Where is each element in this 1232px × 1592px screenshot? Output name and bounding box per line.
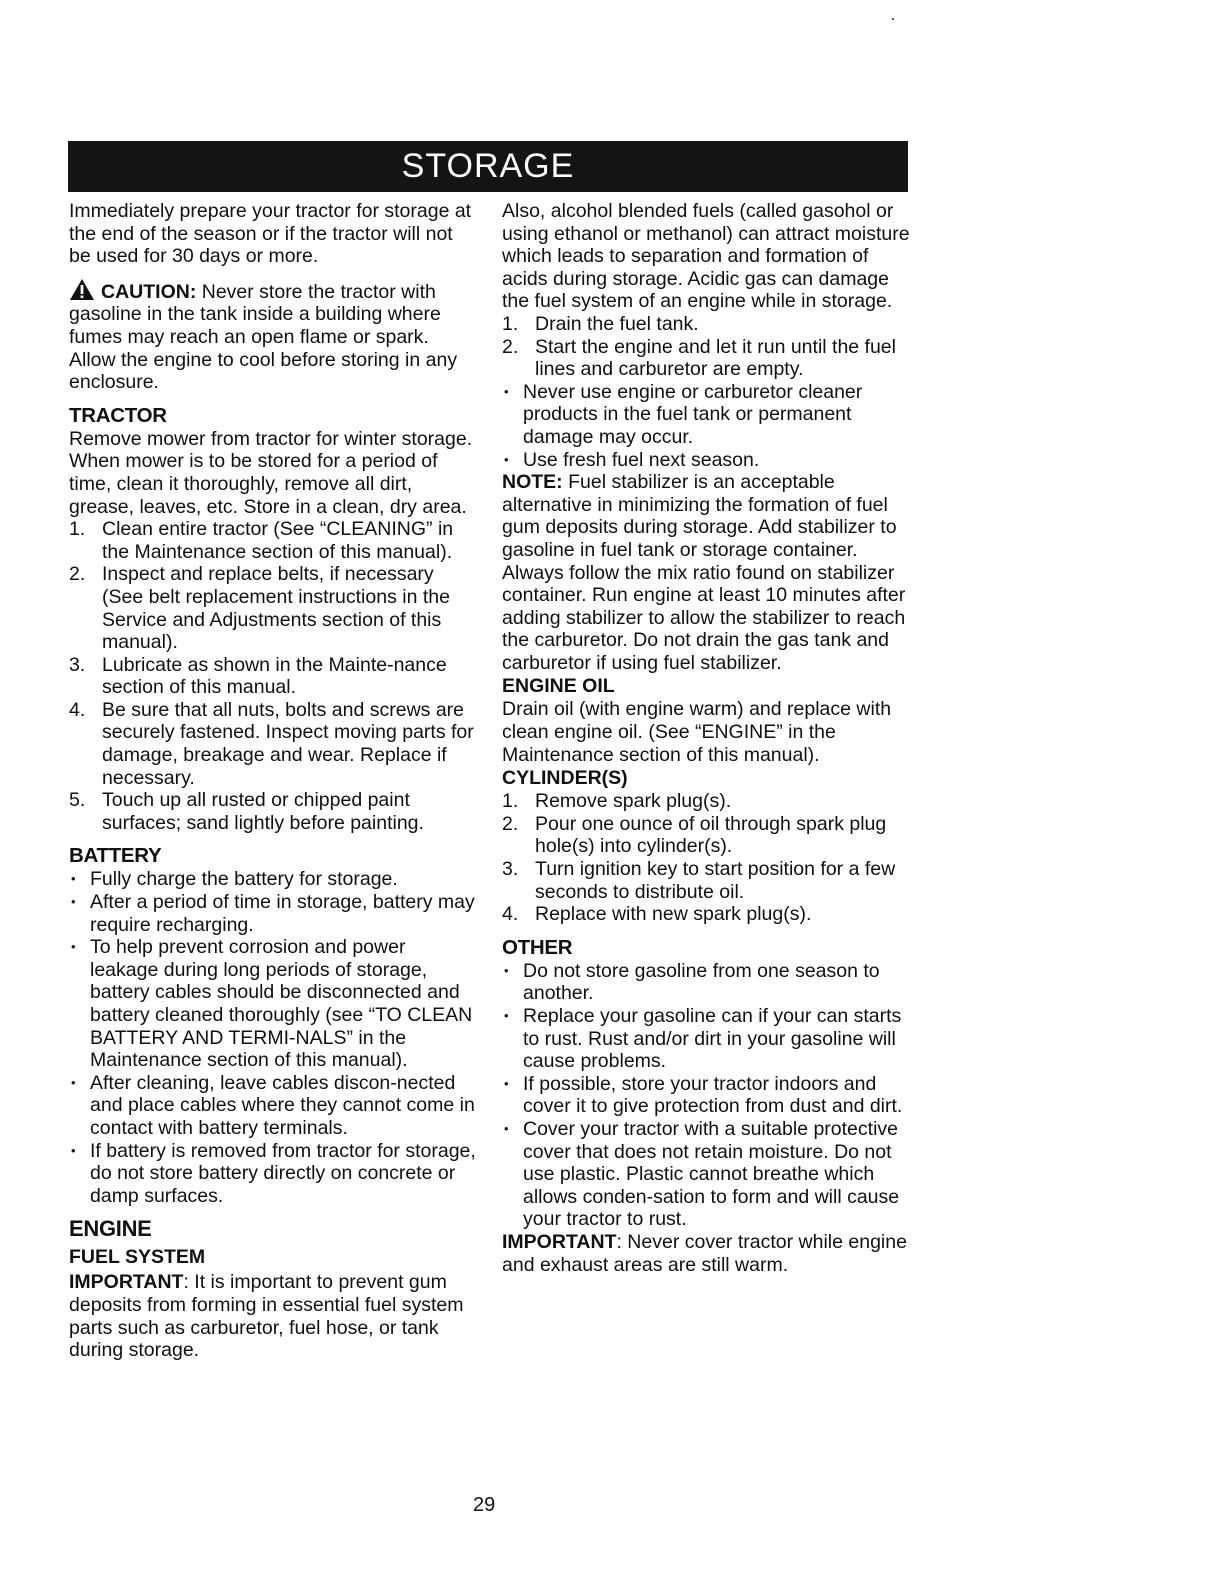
note-text: Fuel stabilizer is an acceptable alternative in minimizing the formation of fuel gum deposits during storage. Add stabilizer to gasoline in fuel tank or storage container. Always follow the mix ratio found on stabilizer container. Run engine at least 10 minutes after adding stabilizer to allow the stabilizer to reach the carburetor. Do not drain the gas tank and carburetor if using fuel stabilizer. — [502, 471, 906, 674]
note-label: NOTE: — [502, 471, 563, 494]
bullet: • — [71, 894, 76, 910]
bullet: • — [71, 1142, 76, 1158]
list-item — [502, 813, 914, 858]
bullet: • — [71, 939, 76, 955]
list-item — [69, 1140, 479, 1208]
note-paragraph — [502, 471, 914, 674]
step-number: 1. — [502, 312, 519, 335]
step-number: 4. — [502, 903, 519, 926]
list-item — [69, 1072, 479, 1140]
fuel-bullets — [502, 381, 914, 471]
list-item — [502, 1073, 914, 1118]
battery-heading: BATTERY — [69, 844, 162, 868]
caution-paragraph — [69, 278, 479, 394]
list-item — [69, 789, 479, 834]
step-text: Pour one ounce of oil through spark plug hole(s) into cylinder(s). — [535, 812, 887, 858]
tractor-paragraph: Remove mower from tractor for winter storage. When mower is to be stored for a period of time, clean it thoroughly, remove all dirt, grease, leaves, etc. Store in a clean, dry area. — [69, 427, 473, 518]
bullet: • — [504, 1008, 509, 1023]
step-text: Turn ignition key to start position for a few seconds to distribute oil. — [535, 858, 896, 903]
list-item — [69, 654, 479, 699]
important-paragraph — [502, 1231, 914, 1276]
important-text: : It is important to prevent gum deposits from forming in essential fuel system parts such as carburetor, fuel hose, or tank during storage. — [69, 1271, 464, 1362]
bullet-text: After a period of time in storage, battery may require recharging. — [90, 891, 475, 936]
bullet-text: If possible, store your tractor indoors and cover it to give protection from dust and dirt. — [523, 1072, 903, 1118]
list-item — [502, 336, 914, 381]
engine-oil-paragraph: Drain oil (with engine warm) and replace with clean engine oil. (See “ENGINE” in the Maintenance section of this manual). — [502, 698, 892, 766]
page-number: 29 — [473, 1494, 496, 1516]
list-item — [69, 699, 479, 789]
tractor-heading: TRACTOR — [69, 403, 167, 427]
bullet-text: Never use engine or carburetor cleaner products in the fuel tank or permanent damage may occur. — [523, 380, 863, 448]
step-text: Touch up all rusted or chipped paint surfaces; sand lightly before painting. — [102, 789, 424, 834]
bullet: • — [504, 1120, 509, 1136]
caution-text: Never store the tractor with gasoline in the tank inside a building where fumes may reach an open flame or spark. Allow the engine to cool before storing in any enclosure. — [69, 280, 458, 394]
step-text: Start the engine and let it run until the fuel lines and carburetor are empty. — [535, 335, 896, 381]
list-item — [502, 790, 914, 813]
other-items — [502, 960, 914, 1231]
step-number: 2. — [69, 563, 86, 586]
step-number: 3. — [69, 653, 86, 676]
alcohol-paragraph: Also, alcohol blended fuels (called gasohol or using ethanol or methanol) can attract moisture which leads to separation and formation of acids during storage. Acidic gas can damage the fuel system of an engine while in storage. — [502, 200, 910, 313]
list-item — [502, 903, 914, 926]
left-column — [69, 200, 479, 1362]
bullet: • — [71, 1074, 76, 1090]
bullet-text: Do not store gasoline from one season to another. — [523, 959, 880, 1005]
list-item — [502, 858, 914, 903]
important-label: IMPORTANT — [502, 1230, 617, 1253]
intro-paragraph: Immediately prepare your tractor for storage at the end of the season or if the tractor will not be used for 30 days or more. — [69, 200, 472, 268]
right-column — [502, 200, 914, 1276]
fuel-system-heading: FUEL SYSTEM — [69, 1246, 206, 1269]
list-item — [502, 1005, 914, 1073]
bullet: • — [504, 451, 509, 467]
step-number: 2. — [502, 335, 519, 358]
important-text: : Never cover tractor while engine and exhaust areas are still warm. — [502, 1230, 907, 1276]
list-item — [69, 891, 479, 936]
step-text: Clean entire tractor (See “CLEANING” in the Maintenance section of this manual). — [102, 518, 454, 563]
list-item — [502, 1118, 914, 1231]
important-label: IMPORTANT — [69, 1271, 184, 1294]
step-number: 1. — [69, 518, 86, 541]
caution-triangle-icon — [69, 278, 101, 302]
cylinder-steps — [502, 790, 914, 926]
bullet-text: After cleaning, leave cables discon-nected and place cables where they cannot come in contact with battery terminals. — [90, 1071, 475, 1139]
bullet-text: Fully charge the battery for storage. — [90, 868, 398, 891]
step-number: 4. — [69, 698, 86, 721]
tractor-steps — [69, 518, 479, 834]
list-item — [69, 563, 479, 653]
page-title: STORAGE — [401, 147, 575, 185]
bullet-text: Use fresh fuel next season. — [523, 448, 760, 471]
bullet-text: To help prevent corrosion and power leakage during long periods of storage, battery cables should be disconnected and battery cleaned thoroughly (see “TO CLEAN BATTERY AND TERMI-NALS” in the Maintenance section of this manual). — [90, 936, 473, 1072]
step-number: 3. — [502, 858, 519, 881]
list-item — [502, 381, 914, 449]
list-item — [69, 518, 479, 563]
fuel-important-paragraph — [69, 1271, 479, 1361]
list-item — [502, 313, 914, 336]
battery-items — [69, 868, 479, 1207]
bullet: • — [504, 962, 509, 978]
bullet: • — [504, 1075, 509, 1091]
step-text: Replace with new spark plug(s). — [535, 903, 812, 926]
step-text: Inspect and replace belts, if necessary (See belt replacement instructions in the Service and Adjustments section of this manual). — [102, 563, 450, 654]
step-number: 1. — [502, 790, 519, 813]
list-item — [502, 449, 914, 472]
step-text: Lubricate as shown in the Mainte-nance section of this manual. — [102, 653, 447, 699]
caution-label: CAUTION: — [101, 280, 197, 303]
step-number: 5. — [69, 789, 86, 812]
bullet-text: Replace your gasoline can if your can starts to rust. Rust and/or dirt in your gasoline will cause problems. — [523, 1005, 902, 1073]
list-item — [69, 868, 479, 891]
other-heading: OTHER — [502, 935, 573, 959]
engine-oil-heading: ENGINE OIL — [502, 675, 615, 698]
engine-heading: ENGINE — [69, 1216, 152, 1242]
step-number: 2. — [502, 812, 519, 835]
list-item — [502, 960, 914, 1005]
fuel-steps — [502, 313, 914, 381]
list-item — [69, 936, 479, 1072]
step-text: Be sure that all nuts, bolts and screws are securely fastened. Inspect moving parts for damage, breakage and wear. Replace if necessary. — [102, 698, 474, 789]
step-text: Remove spark plug(s). — [535, 790, 732, 813]
bullet-text: Cover your tractor with a suitable protective cover that does not retain moisture. Do not use plastic. Plastic cannot breathe which allows conden-sation to form and will cause your tractor to rust. — [523, 1117, 900, 1231]
step-text: Drain the fuel tank. — [535, 312, 699, 335]
bullet-text: If battery is removed from tractor for storage, do not store battery directly on concrete or damp surfaces. — [90, 1139, 476, 1207]
bullet: • — [504, 383, 509, 399]
bullet: • — [71, 871, 76, 887]
page-title-banner — [68, 141, 908, 192]
scan-speck — [892, 18, 894, 20]
cylinders-heading: CYLINDER(S) — [502, 767, 628, 790]
